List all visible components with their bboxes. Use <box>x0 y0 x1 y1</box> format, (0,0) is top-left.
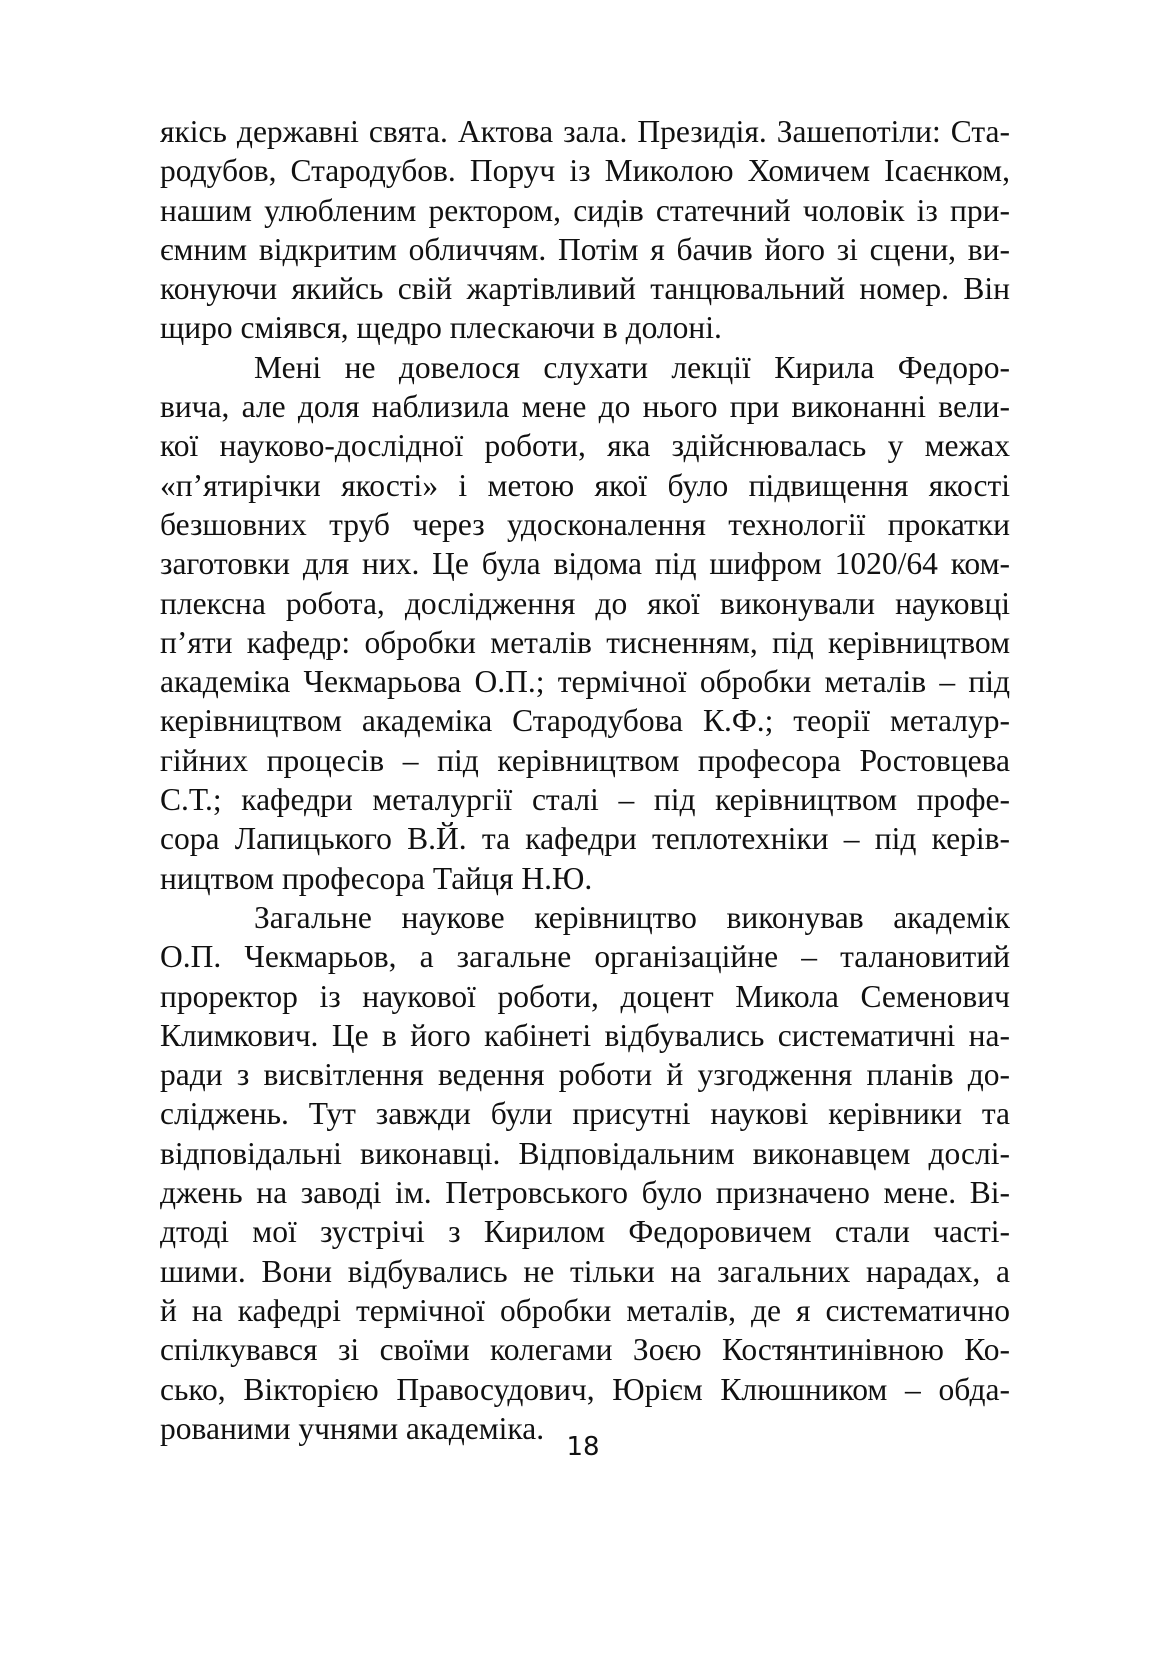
text-line: сора Лапицького В.Й. та кафедри теплотехніки – під керів- <box>160 821 1010 857</box>
text-line: нашим улюбленим ректором, сидів статечний чоловік із при- <box>160 192 1010 228</box>
text-line: О.П. Чекмарьов, а загальне організаційне – талановитий <box>160 939 1010 975</box>
text-line: відповідальні виконавці. Відповідальним виконавцем дослі- <box>160 1135 1010 1171</box>
text-line: п’яти кафедр: обробки металів тисненням, під керівництвом <box>160 624 1010 660</box>
text-line: С.Т.; кафедри металургії сталі – під керівництвом профе- <box>160 782 1010 818</box>
text-line: безшовних труб через удосконалення технології прокатки <box>160 506 1010 542</box>
text-line: ради з висвітлення ведення роботи й узгодження планів до- <box>160 1057 1010 1093</box>
text-line: спілкувався зі своїми колегами Зоєю Костянтинівною Ко- <box>160 1332 1010 1368</box>
text-line: сько, Вікторією Правосудович, Юрієм Клюшником – обда- <box>160 1371 1010 1407</box>
text-line: Климкович. Це в його кабінеті відбувались систематичні на- <box>160 1017 1010 1053</box>
text-line: конуючи якийсь свій жартівливий танцювальний номер. Він <box>160 271 1010 307</box>
text-line: рованими учнями академіка. <box>160 1410 545 1446</box>
text-line: ництвом професора Тайця Н.Ю. <box>160 860 593 896</box>
text-line: Мені не довелося слухати лекції Кирила Федоро- <box>254 349 1010 385</box>
text-line: заготовки для них. Це була відома під шифром 1020/64 ком- <box>160 546 1010 582</box>
text-line: проректор із наукової роботи, доцент Микола Семенович <box>160 978 1010 1014</box>
text-line: джень на заводі ім. Петровського було призначено мене. Ві- <box>160 1175 1010 1211</box>
page-number: 18 <box>566 1432 600 1462</box>
text-line: дтоді мої зустрічі з Кирилом Федоровичем стали часті- <box>160 1214 1010 1250</box>
text-line: академіка Чекмарьова О.П.; термічної обробки металів – під <box>160 664 1010 700</box>
text-line: й на кафедрі термічної обробки металів, де я систематично <box>160 1292 1010 1328</box>
text-line: вича, але доля наблизила мене до нього при виконанні вели- <box>160 389 1010 425</box>
text-line: якісь державні свята. Актова зала. Президія. Зашепотіли: Ста- <box>160 114 1010 149</box>
text-line: кої науково-дослідної роботи, яка здійснювалась у межах <box>160 428 1010 464</box>
paragraph-1 <box>160 112 1010 348</box>
text-line: родубов, Стародубов. Поруч із Миколою Хомичем Ісаєнком, <box>160 153 1010 189</box>
paragraph-3 <box>160 898 1010 1448</box>
text-line: сліджень. Тут завжди були присутні наукові керівники та <box>160 1096 1010 1132</box>
text-line: гійних процесів – під керівництвом професора Ростовцева <box>160 742 1010 778</box>
text-line: щиро сміявся, щедро плескаючи в долоні. <box>160 310 722 346</box>
text-line: ємним відкритим обличчям. Потім я бачив його зі сцени, ви- <box>160 231 1010 267</box>
text-line: плексна робота, дослідження до якої виконували науковці <box>160 585 1010 621</box>
text-line: Загальне наукове керівництво виконував академік <box>254 899 1010 935</box>
text-line: керівництвом академіка Стародубова К.Ф.; теорії металур- <box>160 703 1010 739</box>
text-line: шими. Вони відбувались не тільки на загальних нарадах, а <box>160 1253 1010 1289</box>
text-line: «п’ятирічки якості» і метою якої було підвищення якості <box>160 467 1010 503</box>
paragraph-2 <box>160 348 1010 898</box>
page-body <box>160 112 1010 1448</box>
